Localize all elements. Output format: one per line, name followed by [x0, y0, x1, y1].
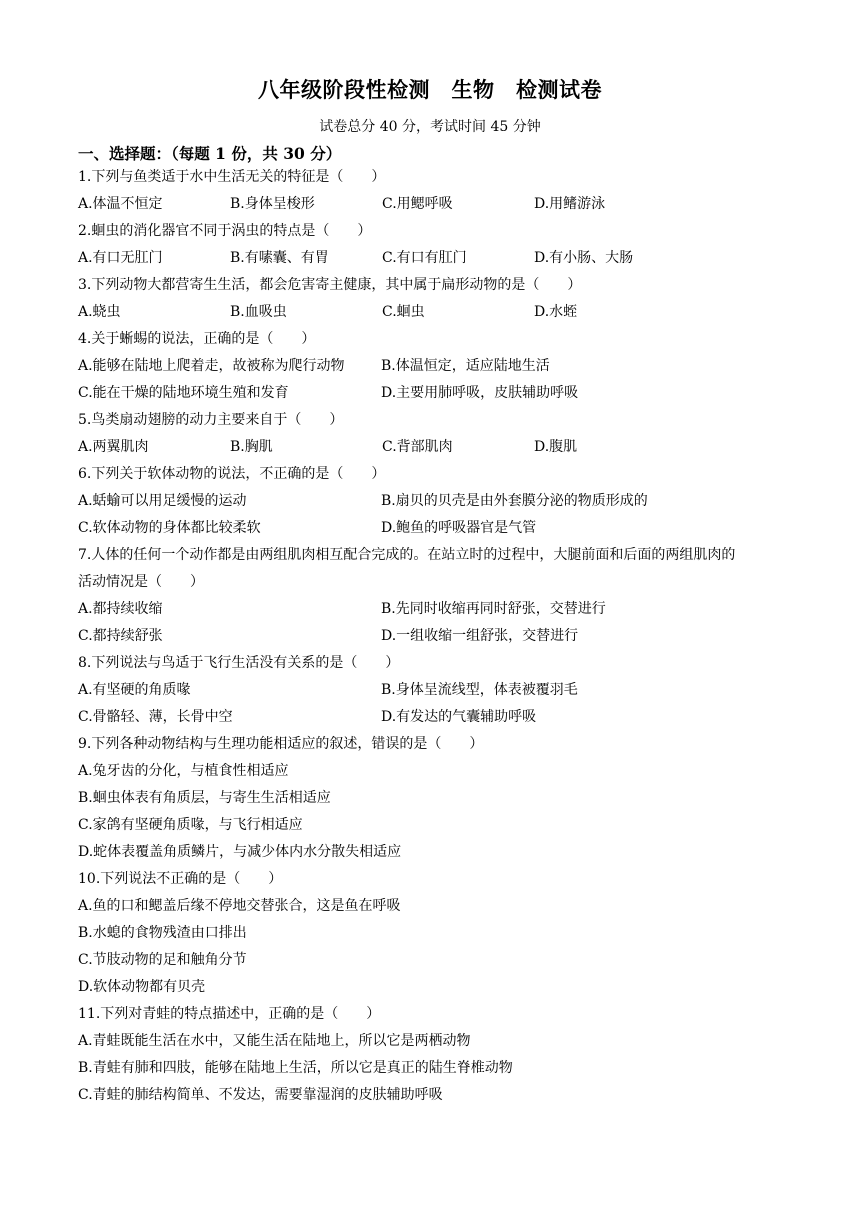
option-row: [78, 596, 798, 623]
option-a: A.鱼的口和鳃盖后缘不停地交替张合，这是鱼在呼吸: [78, 898, 401, 914]
page-title: 八年级阶段性检测 生物 检测试卷: [258, 77, 602, 102]
option-b: B.先同时收缩再同时舒张，交替进行: [381, 601, 606, 617]
option-c: C.青蛙的肺结构简单、不发达，需要靠湿润的皮肤辅助呼吸: [78, 1087, 443, 1103]
option-row: [78, 1055, 798, 1082]
question-stem: 4.关于蜥蜴的说法，正确的是（ ）: [78, 331, 316, 347]
option-row: [78, 785, 798, 812]
option-b: B.水螅的食物残渣由口排出: [78, 925, 247, 941]
option-c: C.都持续舒张: [78, 628, 163, 644]
option-row: [78, 623, 798, 650]
question-stem: 5.鸟类扇动翅膀的动力主要来自于（ ）: [78, 412, 344, 428]
option-c: C.软体动物的身体都比较柔软: [78, 520, 261, 536]
option-row: [78, 380, 798, 407]
option-row: [78, 434, 798, 461]
question-stem: 8.下列说法与鸟适于飞行生活没有关系的是（ ）: [78, 655, 400, 671]
option-row: [78, 1082, 798, 1109]
option-row: [78, 704, 798, 731]
question-9: [78, 731, 798, 866]
option-d: D.用鳍游泳: [534, 196, 606, 212]
option-c: C.家鸽有坚硬角质喙，与飞行相适应: [78, 817, 303, 833]
section-heading: 一、选择题：（每题 1 份，共 30 分）: [78, 144, 342, 163]
exam-info: 试卷总分 40 分，考试时间 45 分钟: [319, 119, 541, 135]
option-row: [78, 488, 798, 515]
option-row: [78, 353, 798, 380]
option-a: A.兔牙齿的分化，与植食性相适应: [78, 763, 289, 779]
option-c: C.能在干燥的陆地环境生殖和发育: [78, 385, 289, 401]
option-b: B.蛔虫体表有角质层，与寄生生活相适应: [78, 790, 331, 806]
option-row: [78, 677, 798, 704]
option-b: B.扇贝的贝壳是由外套膜分泌的物质形成的: [381, 493, 648, 509]
option-d: D.水蛭: [534, 304, 578, 320]
option-c: C.节肢动物的足和触角分节: [78, 952, 247, 968]
option-row: [78, 974, 798, 1001]
option-row: [78, 191, 798, 218]
question-5: [78, 407, 798, 461]
option-d: D.软体动物都有贝壳: [78, 979, 206, 995]
option-row: [78, 947, 798, 974]
option-b: B.身体呈梭形: [230, 196, 315, 212]
question-stem: 7.人体的任何一个动作都是由两组肌肉相互配合完成的。在站立时的过程中，大腿前面和后面的两组肌肉的: [78, 547, 736, 563]
option-row: [78, 893, 798, 920]
question-6: [78, 461, 798, 542]
option-d: D.鲍鱼的呼吸器官是气管: [381, 520, 537, 536]
option-c: C.背部肌肉: [382, 439, 453, 455]
option-a: A.能够在陆地上爬着走，故被称为爬行动物: [78, 358, 345, 374]
option-row: [78, 515, 798, 542]
question-10: [78, 866, 798, 1001]
option-row: [78, 1028, 798, 1055]
option-d: D.一组收缩一组舒张，交替进行: [381, 628, 579, 644]
option-row: [78, 839, 798, 866]
question-8: [78, 650, 798, 731]
option-d: D.有小肠、大肠: [534, 250, 634, 266]
option-a: A.蛲虫: [78, 304, 121, 320]
option-a: A.有坚硬的角质喙: [78, 682, 191, 698]
question-stem: 活动情况是（ ）: [78, 574, 204, 590]
option-a: A.蛞蝓可以用足缓慢的运动: [78, 493, 247, 509]
option-row: [78, 920, 798, 947]
question-2: [78, 218, 798, 272]
question-stem: 9.下列各种动物结构与生理功能相适应的叙述，错误的是（ ）: [78, 736, 484, 752]
option-a: A.体温不恒定: [78, 196, 163, 212]
question-7: [78, 542, 798, 650]
option-a: A.青蛙既能生活在水中，又能生活在陆地上，所以它是两栖动物: [78, 1033, 471, 1049]
option-b: B.身体呈流线型，体表被覆羽毛: [381, 682, 578, 698]
option-b: B.血吸虫: [230, 304, 287, 320]
question-11: [78, 1001, 798, 1109]
option-row: [78, 812, 798, 839]
option-c: C.用鳃呼吸: [382, 196, 453, 212]
option-b: B.体温恒定，适应陆地生活: [381, 358, 550, 374]
question-stem: 2.蛔虫的消化器官不同于涡虫的特点是（ ）: [78, 223, 372, 239]
question-4: [78, 326, 798, 407]
option-d: D.腹肌: [534, 439, 578, 455]
question-stem: 1.下列与鱼类适于水中生活无关的特征是（ ）: [78, 169, 386, 185]
question-stem: 10.下列说法不正确的是（ ）: [78, 871, 283, 887]
question-stem: 3.下列动物大都营寄生生活，都会危害寄主健康，其中属于扁形动物的是（ ）: [78, 277, 582, 293]
option-d: D.主要用肺呼吸，皮肤辅助呼吸: [381, 385, 579, 401]
option-a: A.有口无肛门: [78, 250, 163, 266]
option-a: A.都持续收缩: [78, 601, 163, 617]
option-c: C.骨骼轻、薄，长骨中空: [78, 709, 233, 725]
option-row: [78, 299, 798, 326]
question-list: [78, 164, 798, 1109]
option-a: A.两翼肌肉: [78, 439, 149, 455]
option-c: C.蛔虫: [382, 304, 425, 320]
option-row: [78, 245, 798, 272]
option-c: C.有口有肛门: [382, 250, 467, 266]
question-stem: 11.下列对青蛙的特点描述中，正确的是（ ）: [78, 1006, 381, 1022]
question-1: [78, 164, 798, 218]
option-d: D.有发达的气囊辅助呼吸: [381, 709, 537, 725]
question-stem: 6.下列关于软体动物的说法，不正确的是（ ）: [78, 466, 386, 482]
option-row: [78, 758, 798, 785]
option-b: B.有嗉囊、有胃: [230, 250, 329, 266]
option-b: B.胸肌: [230, 439, 273, 455]
option-b: B.青蛙有肺和四肢，能够在陆地上生活，所以它是真正的陆生脊椎动物: [78, 1060, 513, 1076]
option-d: D.蛇体表覆盖角质鳞片，与减少体内水分散失相适应: [78, 844, 402, 860]
question-3: [78, 272, 798, 326]
